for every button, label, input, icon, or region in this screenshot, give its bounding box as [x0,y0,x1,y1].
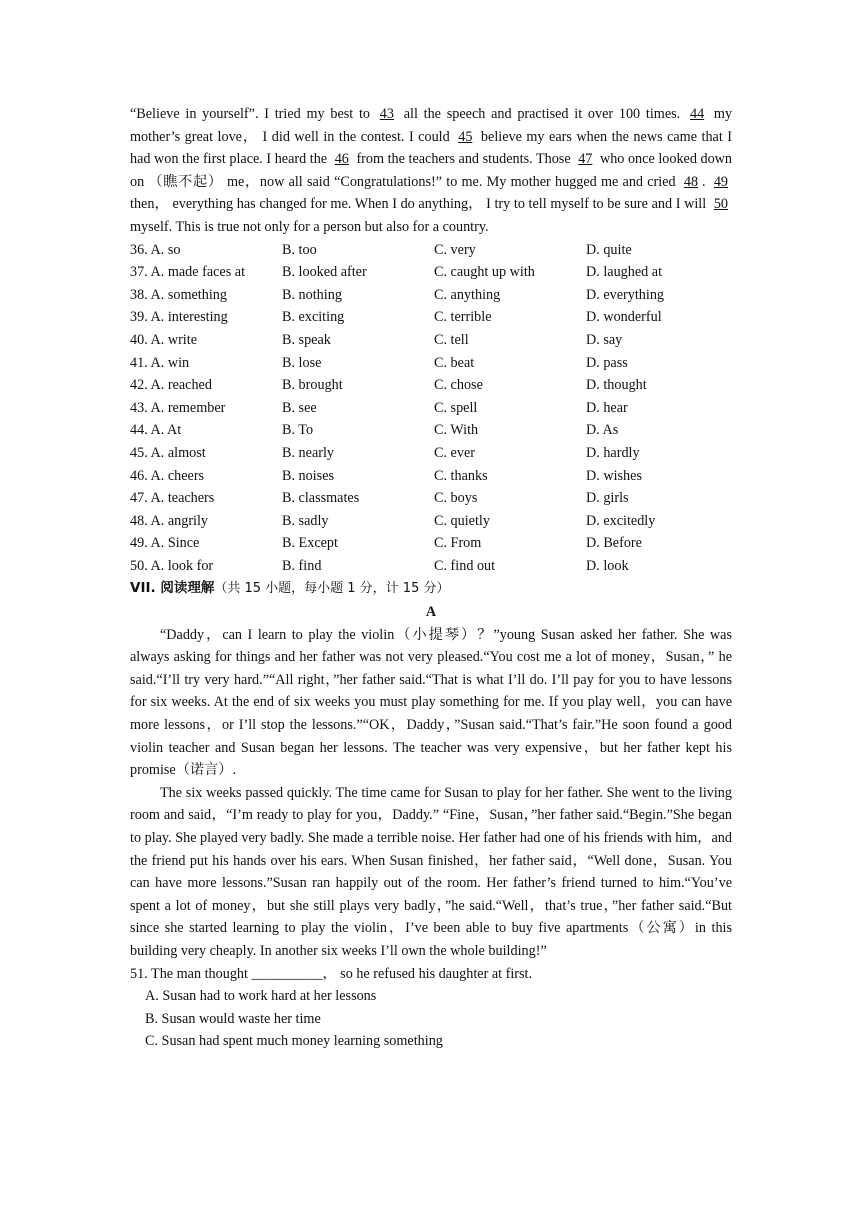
question-51-option-b: B. Susan would waste her time [145,1010,321,1027]
option-row-48 [130,510,732,533]
option-c: C. boys [434,490,478,507]
passage-text: from the teachers and students. Those [356,151,571,168]
option-b: B. noises [282,467,335,484]
option-b: B. classmates [282,490,360,507]
option-row-38 [130,284,732,307]
option-c: C. tell [434,331,469,348]
option-b: B. nearly [282,444,335,461]
option-c: C. spell [434,399,478,416]
option-a: 40. A. write [130,331,197,348]
option-a: 48. A. angrily [130,512,209,529]
option-b: B. exciting [282,309,345,326]
option-d: D. Before [586,535,642,552]
passage-text: “Believe in yourself”. I tried my best to [130,106,370,122]
option-c: C. thanks [434,467,488,484]
option-a: 43. A. remember [130,399,226,416]
option-c: C. find out [434,557,496,574]
question-51-option-c: C. Susan had spent much money learning something [145,1033,443,1050]
option-row-44 [130,419,732,442]
option-a: 42. A. reached [130,377,212,394]
option-c: C. With [434,422,479,439]
option-row-47 [130,487,732,510]
option-c: C. ever [434,444,475,461]
passage-label: A [425,604,437,621]
option-b: B. sadly [282,512,329,529]
option-c: C. From [434,535,482,552]
option-d: D. pass [586,354,628,371]
cloze-options [130,239,732,578]
option-a: 37. A. made faces at [130,264,246,281]
exam-page [130,103,732,1053]
passage-text: myself. This is true not only for a person but also for a country. [130,218,489,235]
blank-45: 45 [458,128,473,145]
question-51-option-a: A. Susan had to work hard at her lessons [145,988,377,1005]
option-a: 44. A. At [130,422,182,439]
passage-text: my mother’s great love， I did well in the contest. I could [130,106,733,145]
option-d: D. hardly [586,444,640,461]
blank-48: 48 [683,173,699,190]
option-c: C. beat [434,354,475,371]
option-c: C. quietly [434,512,490,529]
passage-text: all the speech and practised it over 100 times. [403,106,681,122]
option-row-43 [130,397,732,420]
option-c: C. anything [434,286,501,303]
cloze-passage-end [130,103,732,239]
option-b: B. too [282,241,317,258]
option-b: B. Except [282,535,338,552]
option-row-46 [130,465,732,488]
option-c: C. chose [434,377,483,394]
option-a: 38. A. something [130,286,227,303]
option-c: C. very [434,241,476,258]
option-d: D. wishes [586,467,642,484]
passage-text: who once looked down on （瞧不起） me，now all said “Congratulations!” to me. My mother hugged me and cried [130,151,733,190]
option-d: D. girls [586,490,629,507]
option-d: D. laughed at [586,264,663,281]
option-b: B. find [282,557,322,574]
option-c: C. caught up with [434,264,535,281]
option-b: B. To [282,422,314,439]
blank-47: 47 [578,151,593,168]
option-a: 50. A. look for [130,557,214,574]
option-d: D. thought [586,377,647,394]
option-b: B. looked after [282,264,367,281]
option-a: 36. A. so [130,241,181,258]
section-scoring-note: （共 15 小题，每小题 1 分，计 15 分） [214,581,450,597]
blank-46: 46 [334,151,349,168]
option-row-39 [130,306,732,329]
option-d: D. say [586,331,623,348]
passage-a-paragraph-1: “Daddy，can I learn to play the violin（小提琴）？”young Susan asked her father. She was always asking for things and her father was not very pleased.“You cost me a lot of money，Susan，” he said.“I’ll try very hard.”“All right，”her father said.“That is what I’ll do. I’ll pay for you to have lessons for six weeks. At the end of six weeks you must play something for me. If you play well，you can have more lessons，or I’ll stop the lessons.”“OK，Daddy，”Susan said.“That’s fair.”He soon found a good violin teacher and Susan began her lessons. The teacher was very expensive，but her father kept his promise（诺言）. [130,626,732,779]
blank-50: 50 [713,196,729,213]
option-d: D. wonderful [586,309,662,326]
passage-text: . [702,173,706,190]
section-heading [130,577,732,601]
option-d: D. As [586,422,619,439]
option-a: 41. A. win [130,354,190,371]
blank-44: 44 [689,106,705,122]
option-b: B. brought [282,377,343,394]
blank-43: 43 [379,106,394,122]
option-row-36 [130,239,732,262]
option-b: B. nothing [282,286,342,303]
option-a: 49. A. Since [130,535,200,552]
option-d: D. quite [586,241,632,258]
option-b: B. lose [282,354,322,371]
passage-text: believe my ears when the news came that I had won the first place. I heard the [130,128,733,168]
passage-text: then， everything has changed for me. When I do anything， I try to tell myself to be sure and I will [130,196,707,213]
option-a: 46. A. cheers [130,467,205,484]
option-row-50 [130,555,732,578]
option-d: D. hear [586,399,628,416]
section-title: VII. 阅读理解 [130,580,215,597]
option-a: 45. A. almost [130,444,206,461]
option-d: D. everything [586,286,665,303]
blank-49: 49 [713,173,729,190]
question-51-stem: 51. The man thought __________， so he refused his daughter at first. [130,965,533,982]
option-row-45 [130,442,732,465]
passage-a-paragraph-2: The six weeks passed quickly. The time came for Susan to play for her father. She went to the living room and said，“I’m ready to play for you，Daddy.” “Fine，Susan，”her father said.“Begin.”She began to play. She played very badly. She made a terrible noise. Her father had one of his friends with him，and the friend put his hands over his ears. When Susan finished，her father said，“Well done，Susan. You can have more lessons.”Susan ran happily out of the room. Her father’s friend turned to him.“You’ve spent a lot of money，but she still plays very badly，”he said.“Well，that’s true，”her father said.“But since she started learning to play the violin，I’ve been able to buy five apartments（公寓）in this building very cheaply. In another six weeks I’ll own the whole building!” [130,784,732,959]
option-d: D. look [586,557,629,574]
option-row-41 [130,352,732,375]
option-c: C. terrible [434,309,492,326]
option-row-49 [130,532,732,555]
option-b: B. speak [282,331,331,348]
option-row-37 [130,261,732,284]
option-row-42 [130,374,732,397]
option-a: 47. A. teachers [130,490,215,507]
option-b: B. see [282,399,317,416]
option-row-40 [130,329,732,352]
option-d: D. excitedly [586,512,656,529]
option-a: 39. A. interesting [130,309,228,326]
